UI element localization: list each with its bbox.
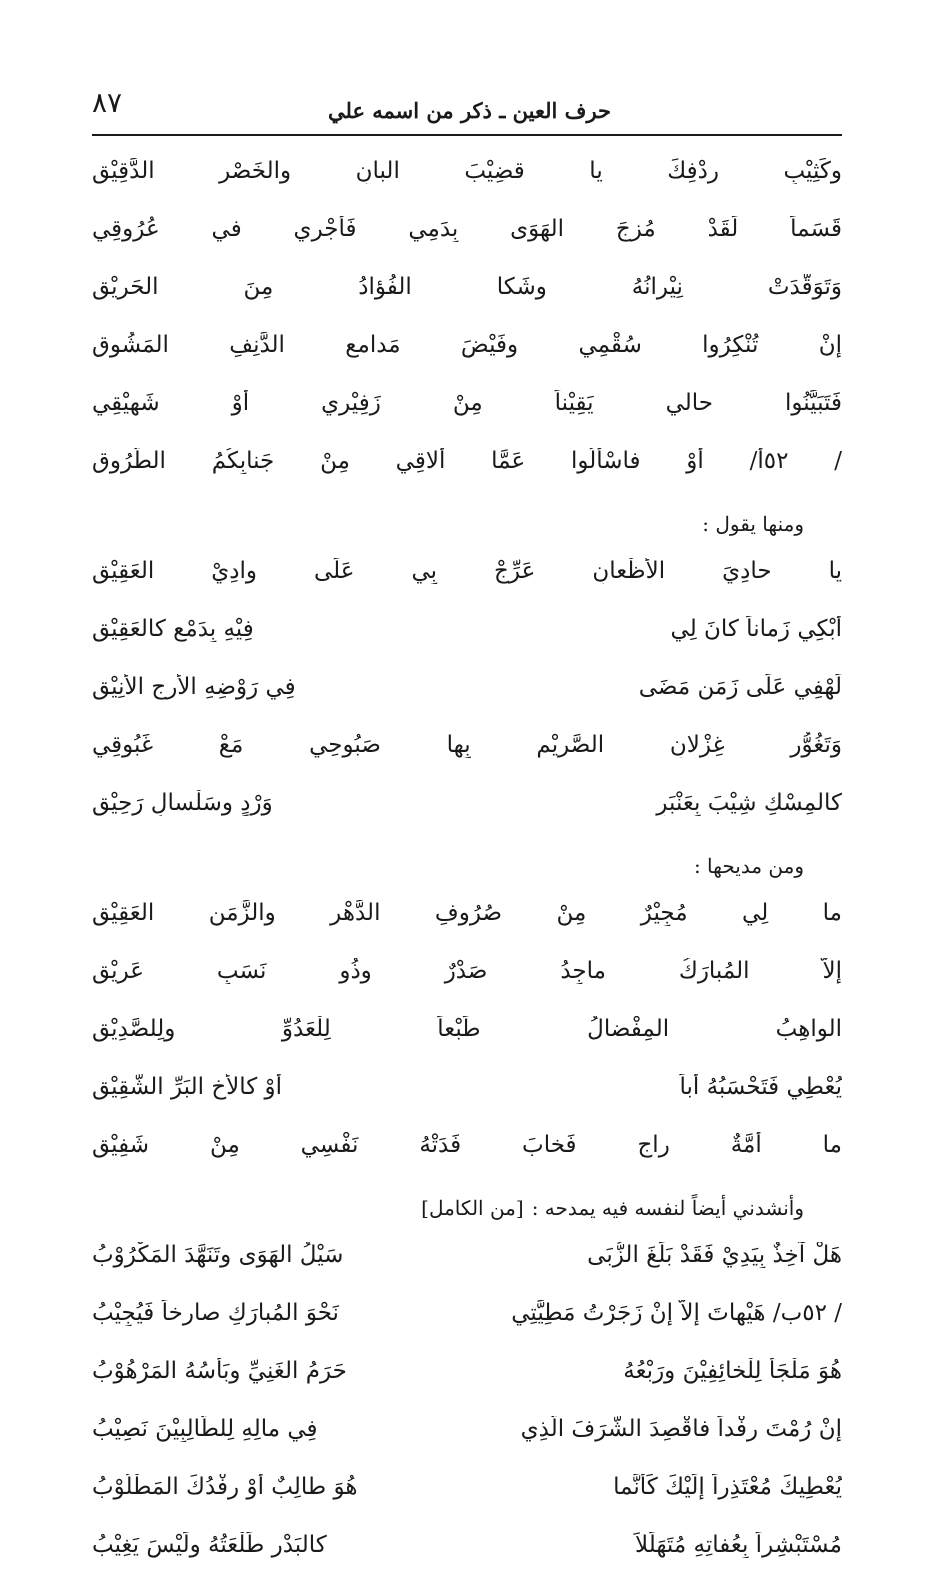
hemistich-first: / ٥٢ب/ هَيْهاتَ إلاّ إنْ زَجَرْتُ مَطِيَّتِي bbox=[511, 1300, 842, 1326]
verse-text: فَتَبَيَّنُوا حالي يَقِيْناً مِنْ زَفِيْرِي أوْ شَهِيْقِي bbox=[92, 390, 842, 416]
intro-text: وأنشدني أيضاً لنفسه فيه يمدحه : bbox=[531, 1196, 804, 1220]
hemistich-first: إنْ رُمْتَ رِفْداً فاقْصِدَ الشَّرَفَ الَّذِي bbox=[520, 1416, 842, 1442]
meter-label: [من الكامل] bbox=[421, 1196, 524, 1220]
verse-line bbox=[92, 658, 842, 716]
hemistich-second: فِي مالِهِ لِلطَّالِبِيْنَ نَصِيْبُ bbox=[92, 1416, 318, 1442]
verse-line bbox=[92, 1116, 842, 1174]
verse-text: الواهِبُ المِفْضالُ طَبْعاً لِلْعَدُوِّ ولِلصَّدِيْقِ bbox=[92, 1016, 842, 1042]
hemistich-first: لَهْفِي عَلَى زَمَنٍ مَضَى bbox=[638, 674, 842, 700]
hemistich-first: يُعْطِيكَ مُعْتَذِراً إلَيْكَ كَأَنَّما bbox=[613, 1474, 842, 1500]
running-head: حرف العين ـ ذكر من اسمه علي bbox=[327, 98, 612, 123]
verse-line bbox=[92, 316, 842, 374]
hemistich-second: هُوَ طالِبٌ أوْ رِفْدُكَ المَطْلُوْبُ bbox=[92, 1474, 358, 1500]
hemistich-second: سَيْلُ الهَوَى وتَنَهَّدَ المَكْرُوْبُ bbox=[92, 1242, 344, 1268]
section-intro bbox=[92, 1174, 842, 1226]
verse-line bbox=[92, 1342, 842, 1400]
hemistich-first: مُسْتَبْشِراً بِعُفاتِهِ مُتَهَلِّلاً bbox=[634, 1532, 842, 1558]
verse-text: وَتَوَقَّدَتْ نِيْرانُهُ وشَكا الفُؤادُ مِنَ الحَرِيْقِ bbox=[92, 274, 842, 300]
hemistich-first: أبْكِي زَماناً كانَ لِي bbox=[670, 616, 842, 642]
hemistich-second: فِيْهِ بِدَمْعٍ كالعَقِيْقِ bbox=[92, 616, 254, 642]
verse-line bbox=[92, 1400, 842, 1458]
verse-text: وكَثِيْبِ رِدْفِكَ يا قضِيْبَ البانِ والخَصْرِ الدَّقِيْقِ bbox=[92, 158, 842, 184]
intro-text: ومنها يقول : bbox=[702, 512, 804, 536]
verse-text: ما أُمَّةٌ راجٍ فَخابَ فَدَتْهُ نَفْسِي مِنْ شَفِيْقِ bbox=[92, 1132, 842, 1158]
verse-line bbox=[92, 258, 842, 316]
page-body bbox=[92, 142, 842, 1574]
verse-line bbox=[92, 432, 842, 490]
hemistich-second: أوْ كالأَخِ البَرِّ الشَّقِيْقِ bbox=[92, 1074, 283, 1100]
verse-line bbox=[92, 1458, 842, 1516]
verse-line bbox=[92, 142, 842, 200]
verse-line bbox=[92, 774, 842, 832]
verse-text: ما لِي مُجِيْرٌ مِنْ صُرُوفِ الدَّهْرِ والزَّمَنِ العَقِيْقِ bbox=[92, 900, 842, 926]
verse-line bbox=[92, 1058, 842, 1116]
verse-text: وَتَغُوُّرِ غِزْلانِ الصَّرِيْمِ بِها صَبُوحِي مَعْ غَبُوقِي bbox=[92, 732, 842, 758]
verse-line bbox=[92, 942, 842, 1000]
section-intro bbox=[92, 832, 842, 884]
verse-text: / ٥٢أ/ أوْ فاسْأَلُوا عَمَّا أُلاقِي مِنْ جَنابِكُمُ الطُّرُوقِ bbox=[92, 448, 842, 474]
header-rule bbox=[92, 134, 842, 136]
verse-line bbox=[92, 1516, 842, 1574]
hemistich-second: وَرْدٍ وسَلْسالٍ رَحِيْقِ bbox=[92, 790, 273, 816]
verse-line bbox=[92, 374, 842, 432]
verse-line bbox=[92, 716, 842, 774]
hemistich-first: كالمِسْكِ شِيْبَ بِعَنْبَرٍ bbox=[656, 790, 842, 816]
verse-line bbox=[92, 1226, 842, 1284]
verse-line bbox=[92, 1000, 842, 1058]
hemistich-second: فِي رَوْضِهِ الأَرِجِ الأَنِيْقِ bbox=[92, 674, 296, 700]
hemistich-second: نَحْوَ المُبارَكِ صارِخاً فَيُجِيْبُ bbox=[92, 1300, 339, 1326]
verse-line bbox=[92, 200, 842, 258]
verse-line bbox=[92, 1284, 842, 1342]
intro-text: ومن مديحها : bbox=[693, 854, 804, 878]
section-intro bbox=[92, 490, 842, 542]
page-number: ٨٧ bbox=[92, 86, 123, 119]
verse-text: يا حادِيَ الأَظْعانِ عَرِّجْ بِي عَلَى وادِيْ العَقِيْقِ bbox=[92, 558, 842, 584]
verse-line bbox=[92, 884, 842, 942]
hemistich-second: كالبَدْرِ طَلْعَتُهُ ولَيْسَ يَغِيْبُ bbox=[92, 1532, 327, 1558]
verse-line bbox=[92, 600, 842, 658]
verse-text: إنْ تُنْكِرُوا سُقْمِي وفَيْضَ مَدامعِ الدَّنِفِ المَشُوقِ bbox=[92, 332, 842, 358]
verse-line bbox=[92, 542, 842, 600]
hemistich-first: يُعْطِي فَتَحْسَبُهُ أباً bbox=[679, 1074, 842, 1100]
verse-text: إلاَّ المُبارَكُ ماجِدُ صَدْرٌ وذُو نَسَبٍ عَرِيْقِ bbox=[92, 958, 842, 984]
hemistich-first: هَلْ آخِذٌ بِيَدِيْ فَقَدْ بَلَغَ الزُّبَى bbox=[587, 1242, 842, 1268]
hemistich-first: هُوَ مَلْجَأٌ لِلْخائِفِيْنَ ورَبْعُهُ bbox=[623, 1358, 842, 1384]
verse-text: قَسَماً لَقَدْ مُزِجَ الهَوَى بِدَمِي فَأُجْرِي في عُرُوقِي bbox=[92, 216, 842, 242]
hemistich-second: حَرَمُ الغَنِيِّ وبَأْسُهُ المَرْهُوْبُ bbox=[92, 1358, 347, 1384]
